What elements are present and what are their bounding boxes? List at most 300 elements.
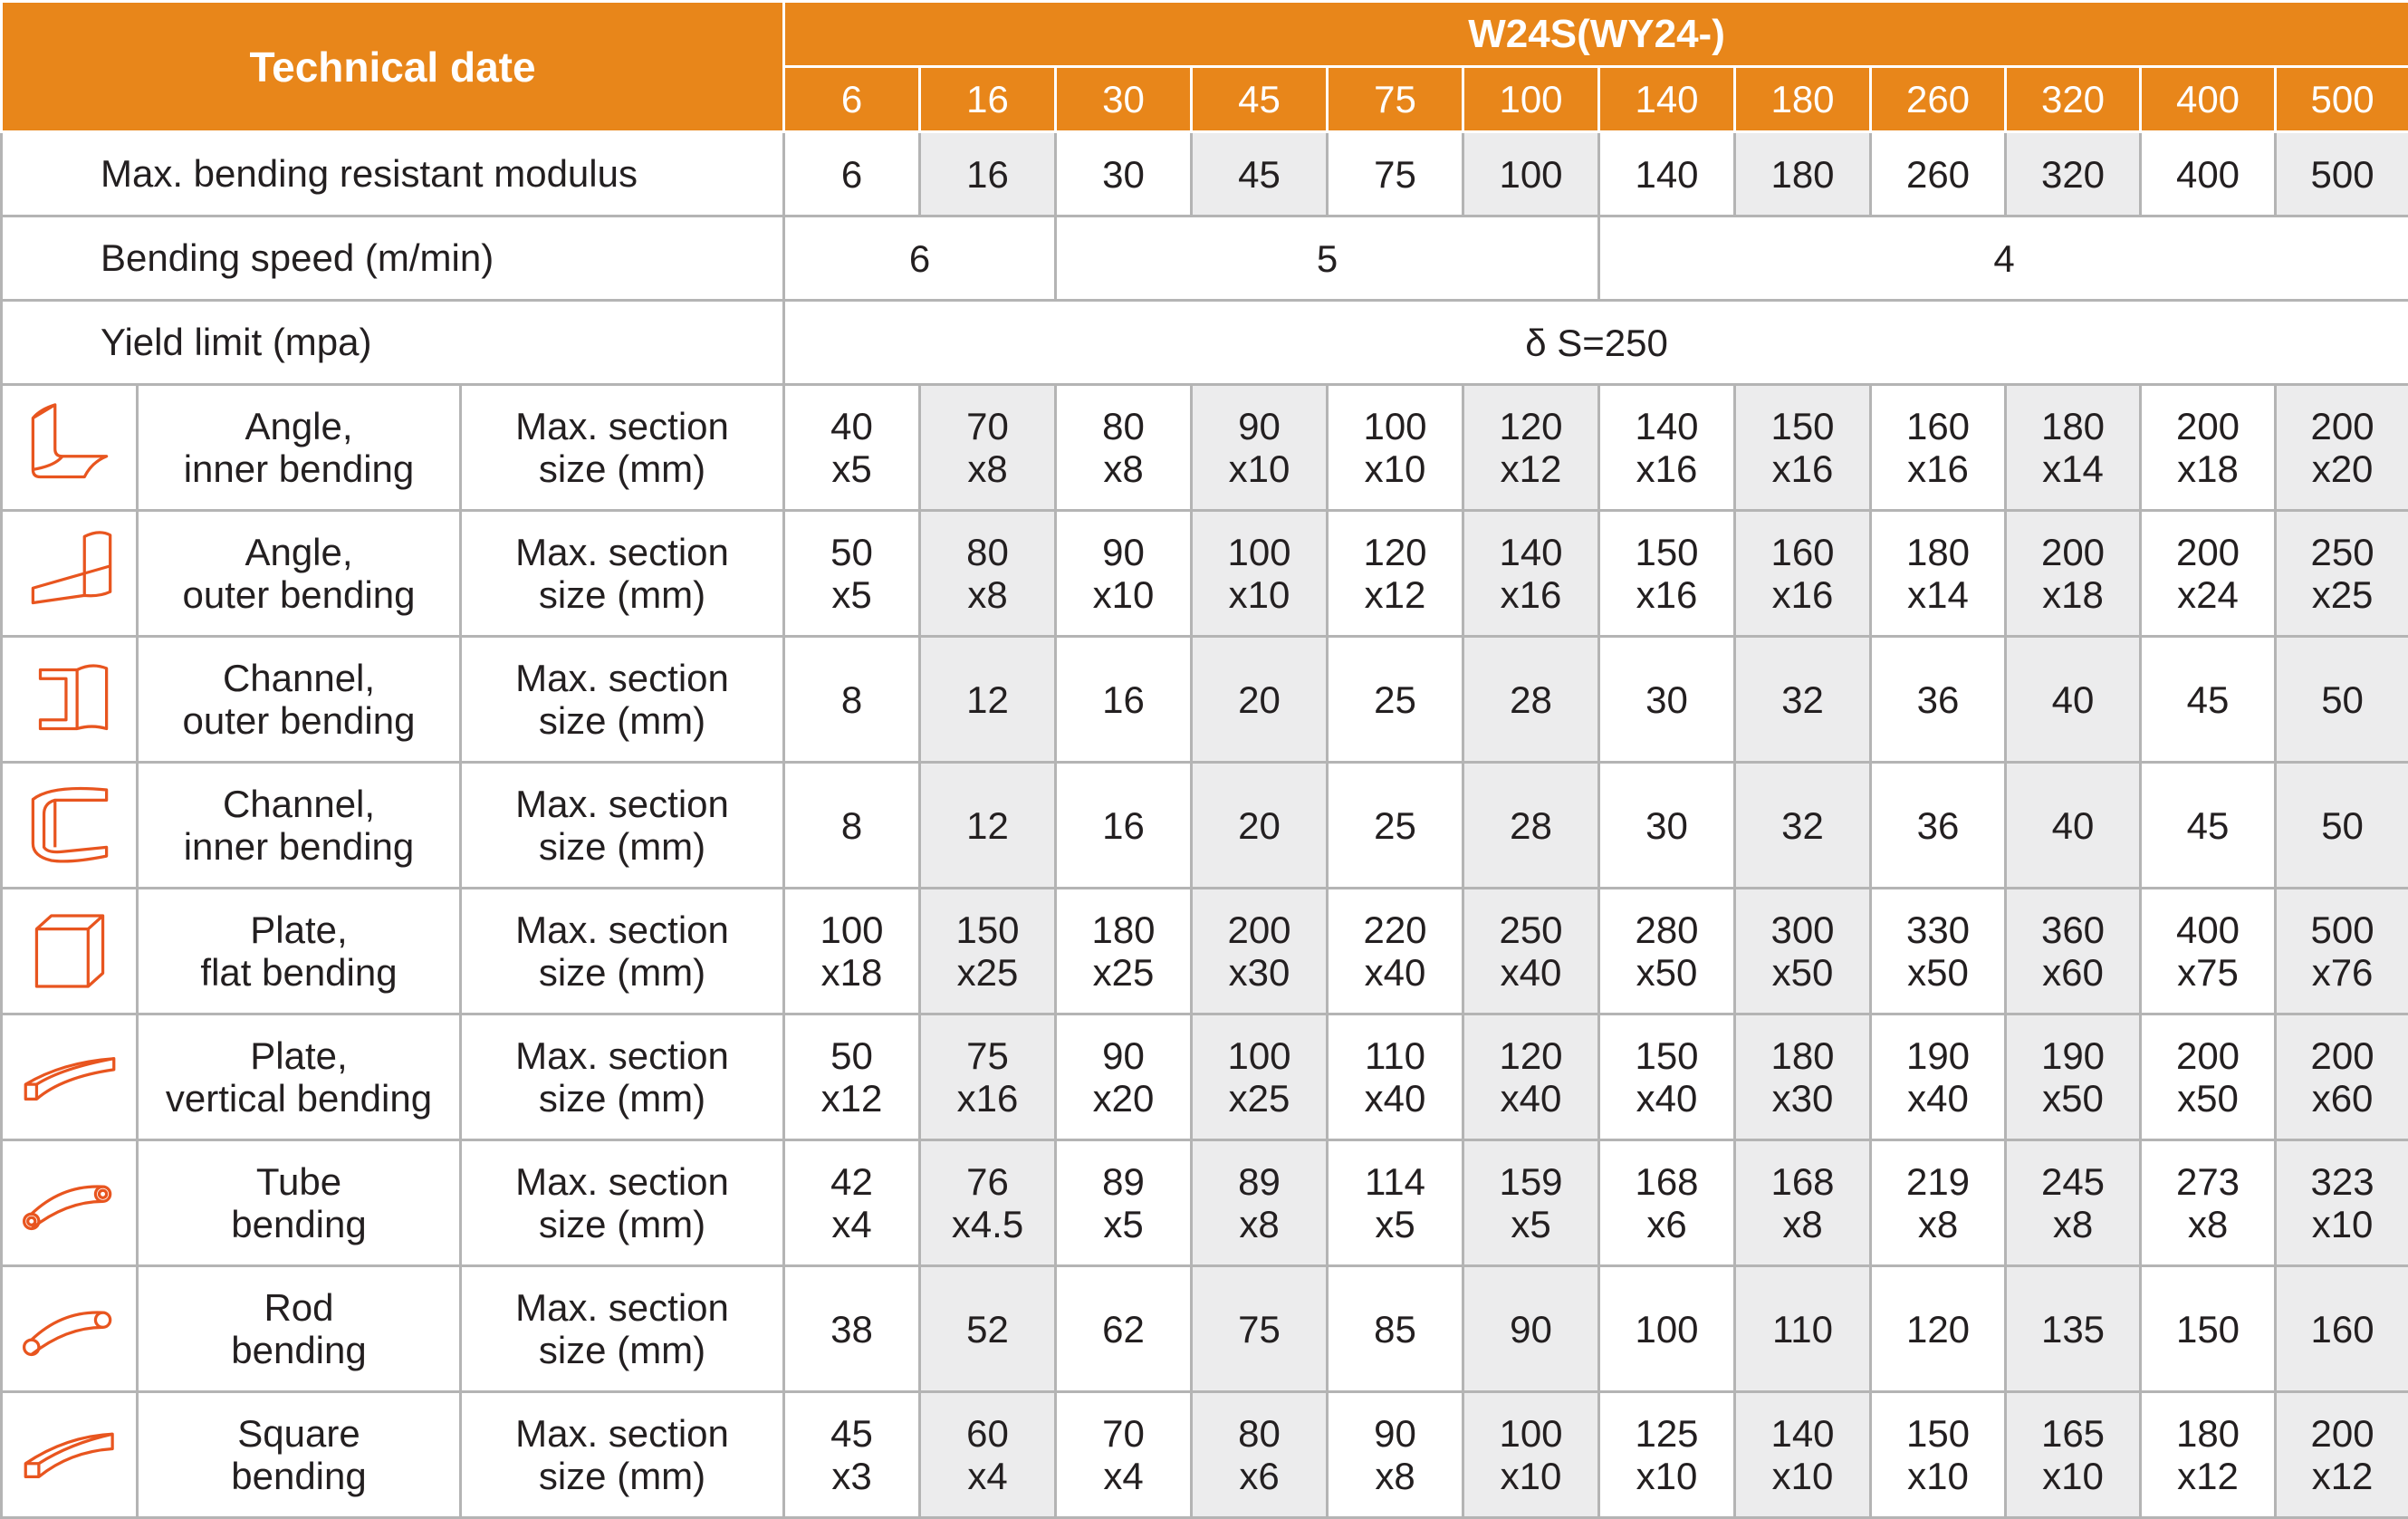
value-line: 30 bbox=[1600, 678, 1733, 721]
value-cell bbox=[1192, 385, 1328, 511]
icon-cell bbox=[2, 1014, 138, 1140]
value-line: x8 bbox=[2007, 1203, 2139, 1245]
value-cell: 30 bbox=[1056, 132, 1192, 216]
value-cell: 320 bbox=[2006, 132, 2141, 216]
value-line: 220 bbox=[1329, 909, 1462, 951]
value-line: 165 bbox=[2007, 1412, 2139, 1455]
value-line: 36 bbox=[1872, 678, 2004, 721]
value-line: 40 bbox=[2007, 678, 2139, 721]
value-cell bbox=[1192, 889, 1328, 1014]
value-line: 12 bbox=[921, 678, 1054, 721]
value-cell bbox=[784, 637, 920, 763]
value-line: x10 bbox=[1193, 573, 1326, 616]
section-size-label-line: size (mm) bbox=[462, 825, 782, 868]
value-line: 45 bbox=[2142, 804, 2274, 847]
plate-vertical-bending-icon bbox=[11, 1023, 129, 1131]
capacity-header-400: 400 bbox=[2141, 67, 2276, 132]
value-cell bbox=[2141, 1140, 2276, 1266]
section-size-label-line: size (mm) bbox=[462, 951, 782, 994]
section-size-label-line: size (mm) bbox=[462, 447, 782, 490]
value-line: x6 bbox=[1193, 1455, 1326, 1497]
value-line: x16 bbox=[1600, 573, 1733, 616]
section-size-label bbox=[461, 511, 784, 637]
value-line: 100 bbox=[1193, 531, 1326, 573]
value-line: x8 bbox=[1057, 447, 1190, 490]
value-line: 45 bbox=[2142, 678, 2274, 721]
value-cell bbox=[1735, 637, 1871, 763]
profile-name-line: bending bbox=[139, 1455, 459, 1497]
value-line: 168 bbox=[1736, 1160, 1869, 1203]
profile-name bbox=[138, 763, 461, 889]
value-cell bbox=[1056, 1140, 1192, 1266]
value-line: 180 bbox=[1736, 1034, 1869, 1077]
value-line: x75 bbox=[2142, 951, 2274, 994]
value-line: 150 bbox=[921, 909, 1054, 951]
profile-name bbox=[138, 1392, 461, 1518]
section-size-label-line: Max. section bbox=[462, 657, 782, 699]
value-line: 110 bbox=[1329, 1034, 1462, 1077]
profile-name-line: Plate, bbox=[139, 909, 459, 951]
value-line: x10 bbox=[1329, 447, 1462, 490]
section-size-label-line: size (mm) bbox=[462, 573, 782, 616]
value-cell bbox=[2276, 1140, 2408, 1266]
value-cell bbox=[1463, 1140, 1599, 1266]
value-line: 120 bbox=[1464, 1034, 1597, 1077]
value-line: x25 bbox=[1193, 1077, 1326, 1120]
value-cell bbox=[784, 511, 920, 637]
profile-name-line: Tube bbox=[139, 1160, 459, 1203]
value-line: 200 bbox=[2007, 531, 2139, 573]
value-cell bbox=[2141, 511, 2276, 637]
square-bending-icon bbox=[11, 1400, 129, 1509]
value-line: 114 bbox=[1329, 1160, 1462, 1203]
value-cell bbox=[1056, 763, 1192, 889]
value-line: 80 bbox=[1057, 405, 1190, 447]
value-cell bbox=[1871, 511, 2006, 637]
value-cell bbox=[2141, 889, 2276, 1014]
value-line: x14 bbox=[1872, 573, 2004, 616]
value-line: 245 bbox=[2007, 1160, 2139, 1203]
channel-inner-bending-icon bbox=[11, 771, 129, 880]
value-line: 168 bbox=[1600, 1160, 1733, 1203]
value-cell bbox=[1735, 511, 1871, 637]
value-cell bbox=[1328, 385, 1463, 511]
value-line: 500 bbox=[2277, 909, 2408, 951]
value-line: x14 bbox=[2007, 447, 2139, 490]
value-line: x20 bbox=[1057, 1077, 1190, 1120]
value-line: 50 bbox=[2277, 804, 2408, 847]
value-cell bbox=[920, 511, 1056, 637]
value-cell bbox=[1871, 889, 2006, 1014]
value-cell bbox=[1735, 1392, 1871, 1518]
value-line: 50 bbox=[785, 531, 918, 573]
value-cell bbox=[1463, 1392, 1599, 1518]
profile-name-line: Angle, bbox=[139, 405, 459, 447]
value-line: x16 bbox=[921, 1077, 1054, 1120]
value-cell: 260 bbox=[1871, 132, 2006, 216]
value-line: x40 bbox=[1600, 1077, 1733, 1120]
value-cell bbox=[1599, 385, 1735, 511]
value-line: 42 bbox=[785, 1160, 918, 1203]
value-cell bbox=[1328, 1014, 1463, 1140]
section-size-label bbox=[461, 1014, 784, 1140]
value-cell bbox=[2276, 637, 2408, 763]
value-line: x18 bbox=[785, 951, 918, 994]
value-line: x40 bbox=[1464, 1077, 1597, 1120]
value-line: 400 bbox=[2142, 909, 2274, 951]
profile-name-line: Square bbox=[139, 1412, 459, 1455]
value-cell bbox=[1735, 385, 1871, 511]
profile-name bbox=[138, 889, 461, 1014]
capacity-header-500: 500 bbox=[2276, 67, 2408, 132]
value-line: 38 bbox=[785, 1308, 918, 1351]
value-line: x16 bbox=[1736, 447, 1869, 490]
value-cell bbox=[1056, 1014, 1192, 1140]
channel-outer-bending-icon bbox=[11, 645, 129, 754]
value-line: 250 bbox=[1464, 909, 1597, 951]
icon-cell bbox=[2, 1140, 138, 1266]
value-line: x50 bbox=[1736, 951, 1869, 994]
value-cell bbox=[1599, 1140, 1735, 1266]
value-line: 89 bbox=[1193, 1160, 1326, 1203]
value-cell bbox=[2141, 1014, 2276, 1140]
profile-name bbox=[138, 511, 461, 637]
capacity-header-180: 180 bbox=[1735, 67, 1871, 132]
section-size-label bbox=[461, 637, 784, 763]
value-cell bbox=[1328, 637, 1463, 763]
section-size-label-line: Max. section bbox=[462, 1412, 782, 1455]
value-line: x10 bbox=[2007, 1455, 2139, 1497]
value-line: 100 bbox=[1600, 1308, 1733, 1351]
value-line: 90 bbox=[1193, 405, 1326, 447]
value-line: 323 bbox=[2277, 1160, 2408, 1203]
value-line: x50 bbox=[1872, 951, 2004, 994]
row-label: Bending speed (m/min) bbox=[2, 216, 784, 301]
value-line: 180 bbox=[1872, 531, 2004, 573]
value-cell bbox=[2006, 1014, 2141, 1140]
value-cell bbox=[1192, 1014, 1328, 1140]
value-line: 100 bbox=[1193, 1034, 1326, 1077]
value-line: x16 bbox=[1464, 573, 1597, 616]
section-row-rod-bending bbox=[2, 1266, 2408, 1392]
value-cell bbox=[1328, 763, 1463, 889]
profile-name-line: Angle, bbox=[139, 531, 459, 573]
value-line: 200 bbox=[2277, 1412, 2408, 1455]
value-cell bbox=[784, 763, 920, 889]
value-line: 200 bbox=[2142, 1034, 2274, 1077]
value-cell bbox=[1328, 1140, 1463, 1266]
value-cell bbox=[1463, 1014, 1599, 1140]
value-line: x40 bbox=[1464, 951, 1597, 994]
profile-name-line: inner bending bbox=[139, 447, 459, 490]
value-cell bbox=[2006, 763, 2141, 889]
tube-bending-icon bbox=[11, 1149, 129, 1257]
value-line: 120 bbox=[1872, 1308, 2004, 1351]
section-size-label bbox=[461, 889, 784, 1014]
section-row-angle-inner-bending bbox=[2, 385, 2408, 511]
value-cell bbox=[2006, 1392, 2141, 1518]
value-line: 36 bbox=[1872, 804, 2004, 847]
value-line: x4 bbox=[785, 1203, 918, 1245]
value-line: 150 bbox=[1872, 1412, 2004, 1455]
profile-name bbox=[138, 1266, 461, 1392]
value-cell bbox=[920, 763, 1056, 889]
value-line: 90 bbox=[1057, 531, 1190, 573]
value-line: 90 bbox=[1057, 1034, 1190, 1077]
value-cell bbox=[2276, 1266, 2408, 1392]
value-cell bbox=[1599, 1014, 1735, 1140]
value-line: 40 bbox=[785, 405, 918, 447]
section-row-square-bending bbox=[2, 1392, 2408, 1518]
plate-flat-bending-icon bbox=[11, 897, 129, 1005]
value-line: 20 bbox=[1193, 804, 1326, 847]
value-line: x10 bbox=[1193, 447, 1326, 490]
value-cell bbox=[784, 1266, 920, 1392]
technical-date-header: Technical date bbox=[2, 2, 784, 132]
value-line: 12 bbox=[921, 804, 1054, 847]
value-cell bbox=[1599, 1266, 1735, 1392]
value-line: x5 bbox=[1464, 1203, 1597, 1245]
value-cell bbox=[2276, 1392, 2408, 1518]
value-line: x8 bbox=[921, 573, 1054, 616]
capacity-header-140: 140 bbox=[1599, 67, 1735, 132]
value-line: 280 bbox=[1600, 909, 1733, 951]
value-cell bbox=[920, 1140, 1056, 1266]
capacity-header-45: 45 bbox=[1192, 67, 1328, 132]
header-row-model bbox=[2, 2, 2408, 67]
rod-bending-icon bbox=[11, 1274, 129, 1383]
value-line: 70 bbox=[921, 405, 1054, 447]
value-line: 250 bbox=[2277, 531, 2408, 573]
value-line: 100 bbox=[1464, 1412, 1597, 1455]
value-cell bbox=[1871, 1392, 2006, 1518]
value-cell bbox=[1192, 1266, 1328, 1392]
section-size-label bbox=[461, 1392, 784, 1518]
value-line: 200 bbox=[2142, 531, 2274, 573]
value-line: 125 bbox=[1600, 1412, 1733, 1455]
value-cell bbox=[920, 1266, 1056, 1392]
value-cell bbox=[1192, 511, 1328, 637]
profile-name-line: Channel, bbox=[139, 657, 459, 699]
value-line: 200 bbox=[2277, 405, 2408, 447]
value-line: 180 bbox=[2142, 1412, 2274, 1455]
value-line: x8 bbox=[2142, 1203, 2274, 1245]
section-size-label-line: size (mm) bbox=[462, 699, 782, 742]
value-cell bbox=[2141, 637, 2276, 763]
value-line: x16 bbox=[1872, 447, 2004, 490]
value-line: 85 bbox=[1329, 1308, 1462, 1351]
value-line: x30 bbox=[1193, 951, 1326, 994]
value-cell: 140 bbox=[1599, 132, 1735, 216]
value-line: x4.5 bbox=[921, 1203, 1054, 1245]
value-line: 75 bbox=[1193, 1308, 1326, 1351]
value-line: x12 bbox=[785, 1077, 918, 1120]
icon-cell bbox=[2, 763, 138, 889]
value-line: x40 bbox=[1329, 1077, 1462, 1120]
value-cell bbox=[920, 1392, 1056, 1518]
value-line: 62 bbox=[1057, 1308, 1190, 1351]
value-line: 76 bbox=[921, 1160, 1054, 1203]
value-cell bbox=[1871, 1266, 2006, 1392]
row-max-bending-modulus bbox=[2, 132, 2408, 216]
value-cell bbox=[1599, 889, 1735, 1014]
value-cell bbox=[1735, 889, 1871, 1014]
value-line: x18 bbox=[2142, 447, 2274, 490]
value-line: 28 bbox=[1464, 678, 1597, 721]
value-cell bbox=[2276, 385, 2408, 511]
value-line: 100 bbox=[1329, 405, 1462, 447]
value-line: x4 bbox=[1057, 1455, 1190, 1497]
speed-group-cell: 6 bbox=[784, 216, 1056, 301]
value-line: x30 bbox=[1736, 1077, 1869, 1120]
value-line: x16 bbox=[1600, 447, 1733, 490]
angle-inner-bending-icon bbox=[11, 393, 129, 502]
value-line: x18 bbox=[2007, 573, 2139, 616]
value-cell bbox=[1328, 1392, 1463, 1518]
value-cell bbox=[1056, 385, 1192, 511]
value-line: 50 bbox=[785, 1034, 918, 1077]
value-cell bbox=[2141, 1392, 2276, 1518]
value-line: 40 bbox=[2007, 804, 2139, 847]
value-line: x60 bbox=[2277, 1077, 2408, 1120]
value-cell bbox=[1463, 763, 1599, 889]
value-cell bbox=[1599, 1392, 1735, 1518]
value-cell bbox=[1056, 1392, 1192, 1518]
value-cell bbox=[2006, 385, 2141, 511]
value-line: 120 bbox=[1329, 531, 1462, 573]
profile-name bbox=[138, 1014, 461, 1140]
value-line: 300 bbox=[1736, 909, 1869, 951]
value-line: 90 bbox=[1464, 1308, 1597, 1351]
value-line: 273 bbox=[2142, 1160, 2274, 1203]
value-cell bbox=[1056, 637, 1192, 763]
value-line: 110 bbox=[1736, 1308, 1869, 1351]
profile-name-line: outer bending bbox=[139, 699, 459, 742]
value-line: x5 bbox=[785, 447, 918, 490]
value-line: 200 bbox=[1193, 909, 1326, 951]
value-line: 8 bbox=[785, 804, 918, 847]
value-line: x8 bbox=[1193, 1203, 1326, 1245]
value-line: x12 bbox=[2142, 1455, 2274, 1497]
value-cell bbox=[920, 637, 1056, 763]
value-cell bbox=[784, 385, 920, 511]
section-size-label-line: Max. section bbox=[462, 909, 782, 951]
value-line: 140 bbox=[1464, 531, 1597, 573]
icon-cell bbox=[2, 511, 138, 637]
value-line: 190 bbox=[2007, 1034, 2139, 1077]
row-label: Max. bending resistant modulus bbox=[2, 132, 784, 216]
profile-name bbox=[138, 1140, 461, 1266]
value-cell bbox=[2141, 1266, 2276, 1392]
value-cell bbox=[1192, 637, 1328, 763]
value-cell: 400 bbox=[2141, 132, 2276, 216]
value-line: 160 bbox=[2277, 1308, 2408, 1351]
value-line: 30 bbox=[1600, 804, 1733, 847]
value-cell: 16 bbox=[920, 132, 1056, 216]
value-line: 219 bbox=[1872, 1160, 2004, 1203]
value-line: 150 bbox=[1600, 1034, 1733, 1077]
value-line: x8 bbox=[1736, 1203, 1869, 1245]
profile-name-line: bending bbox=[139, 1203, 459, 1245]
value-cell: 45 bbox=[1192, 132, 1328, 216]
value-line: x50 bbox=[2007, 1077, 2139, 1120]
value-line: x12 bbox=[1464, 447, 1597, 490]
value-cell bbox=[2276, 763, 2408, 889]
value-line: 160 bbox=[1872, 405, 2004, 447]
value-cell: 180 bbox=[1735, 132, 1871, 216]
value-line: 25 bbox=[1329, 804, 1462, 847]
value-line: 200 bbox=[2277, 1034, 2408, 1077]
section-row-tube-bending bbox=[2, 1140, 2408, 1266]
value-cell bbox=[1599, 511, 1735, 637]
value-cell bbox=[1056, 511, 1192, 637]
icon-cell bbox=[2, 1392, 138, 1518]
value-line: x24 bbox=[2142, 573, 2274, 616]
value-cell bbox=[1871, 1140, 2006, 1266]
value-line: 32 bbox=[1736, 678, 1869, 721]
value-cell: 6 bbox=[784, 132, 920, 216]
value-line: 50 bbox=[2277, 678, 2408, 721]
section-size-label bbox=[461, 763, 784, 889]
section-row-channel-inner-bending bbox=[2, 763, 2408, 889]
section-row-angle-outer-bending bbox=[2, 511, 2408, 637]
value-cell bbox=[1599, 763, 1735, 889]
value-line: 16 bbox=[1057, 804, 1190, 847]
value-line: x25 bbox=[921, 951, 1054, 994]
profile-name-line: outer bending bbox=[139, 573, 459, 616]
value-line: x8 bbox=[1872, 1203, 2004, 1245]
profile-name bbox=[138, 637, 461, 763]
profile-name-line: Channel, bbox=[139, 783, 459, 825]
speed-group-cell: 4 bbox=[1599, 216, 2408, 301]
section-size-label-line: Max. section bbox=[462, 1160, 782, 1203]
value-line: 150 bbox=[2142, 1308, 2274, 1351]
value-line: 45 bbox=[785, 1412, 918, 1455]
value-cell bbox=[2006, 637, 2141, 763]
icon-cell bbox=[2, 889, 138, 1014]
capacity-header-100: 100 bbox=[1463, 67, 1599, 132]
value-cell bbox=[1192, 1392, 1328, 1518]
value-cell bbox=[2276, 889, 2408, 1014]
section-size-label-line: Max. section bbox=[462, 1286, 782, 1329]
value-line: 28 bbox=[1464, 804, 1597, 847]
value-cell bbox=[784, 1014, 920, 1140]
section-size-label-line: size (mm) bbox=[462, 1077, 782, 1120]
value-cell bbox=[1735, 1266, 1871, 1392]
value-cell bbox=[920, 1014, 1056, 1140]
value-line: 20 bbox=[1193, 678, 1326, 721]
value-cell bbox=[2006, 511, 2141, 637]
value-line: x6 bbox=[1600, 1203, 1733, 1245]
value-line: 16 bbox=[1057, 678, 1190, 721]
value-line: 180 bbox=[2007, 405, 2139, 447]
icon-cell bbox=[2, 385, 138, 511]
value-line: x12 bbox=[2277, 1455, 2408, 1497]
value-line: 150 bbox=[1736, 405, 1869, 447]
value-cell bbox=[1599, 637, 1735, 763]
value-cell bbox=[784, 1140, 920, 1266]
capacity-header-320: 320 bbox=[2006, 67, 2141, 132]
value-line: x3 bbox=[785, 1455, 918, 1497]
capacity-header-16: 16 bbox=[920, 67, 1056, 132]
section-size-label-line: Max. section bbox=[462, 783, 782, 825]
profile-name bbox=[138, 385, 461, 511]
value-line: x40 bbox=[1872, 1077, 2004, 1120]
value-cell bbox=[2276, 1014, 2408, 1140]
value-line: x5 bbox=[785, 573, 918, 616]
value-cell bbox=[1056, 889, 1192, 1014]
value-cell bbox=[1463, 511, 1599, 637]
